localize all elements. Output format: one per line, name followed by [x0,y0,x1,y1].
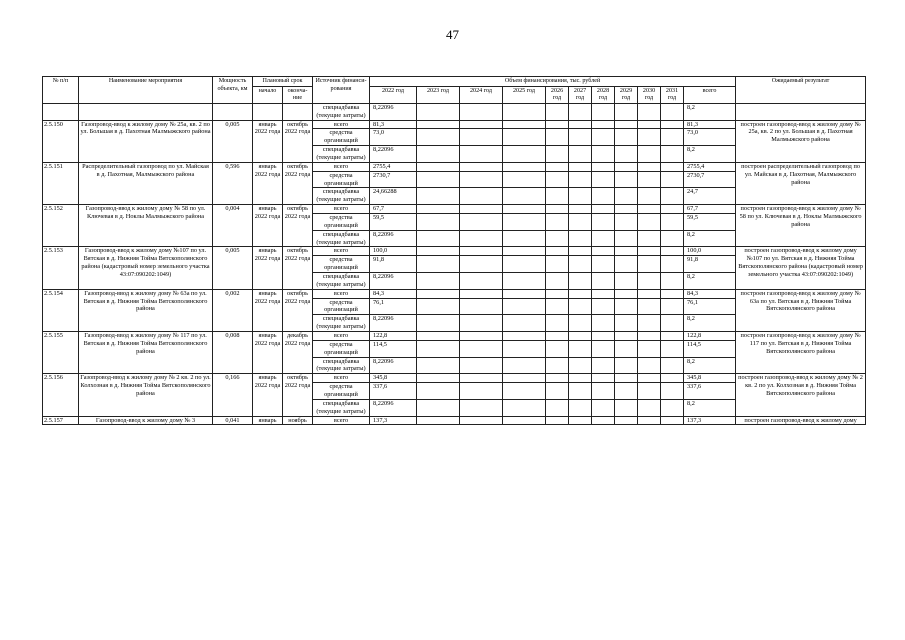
financing-table [42,76,866,425]
entry-start: январь 2022 года [253,332,283,374]
value-total: 122,8 [684,332,736,341]
entry-result: построен газопровод-ввод к жилому дому № 25а, кв. 2 по ул. Большая в д. Пахотная Малмыжского района [736,120,866,162]
source-total: всего [313,416,370,425]
entry-num: 2.5.151 [43,162,79,204]
header-volume: Объем финансирования, тыс. рублей [370,77,736,87]
header-year: 2030 год [638,86,661,103]
value-2022: 8,22096 [370,315,417,332]
source-org: средства организаций [313,214,370,231]
value-total: 100,0 [684,247,736,256]
entry-name: Распределительный газопровод по ул. Майская в д. Пахотная, Малмыжского района [79,162,213,204]
entry-end: октябрь 2022 года [283,289,313,331]
value-2022: 8,22096 [370,230,417,247]
source-org: средства организаций [313,383,370,400]
value-2022: 59,5 [370,214,417,231]
header-year: 2031 год [661,86,684,103]
entry-capacity: 0,166 [213,374,253,416]
entry-row-total [43,332,866,341]
header-capacity: Мощность объекта, км [213,77,253,104]
value-2022: 76,1 [370,298,417,315]
value-2022: 2755,4 [370,162,417,171]
value-total: 91,8 [684,256,736,273]
entry-start: январь 2022 года [253,247,283,289]
entry-capacity: 0,008 [213,332,253,374]
value-total: 8,2 [684,357,736,374]
value-2022: 8,22096 [370,146,417,163]
value-2022: 84,3 [370,289,417,298]
entry-name: Газопровод-ввод к жилому дому № 2 кв. 2 по ул. Колхозная в д. Нижняя Тойма Вятскополянского района [79,374,213,416]
entry-capacity: 0,596 [213,162,253,204]
entry-name: Газопровод-ввод к жилому дому № 3 [79,416,213,425]
header-term-end: оконча-ние [283,86,313,103]
entry-end: декабрь 2022 года [283,332,313,374]
entry-name: Газопровод-ввод к жилому дому № 25а, кв. 2 по ул. Большая в д. Пахотная Малмыжского района [79,120,213,162]
page-number: 47 [446,27,459,42]
source-org: средства организаций [313,256,370,273]
source-special: спецнадбавка (текущие затраты) [313,399,370,416]
entry-name: Газопровод-ввод к жилому дому №107 по ул. Вятская в д. Нижняя Тойма Вятскополянского района (кадастровый номер земельного участка 43:07:090202:1049) [79,247,213,289]
value-2022: 345,8 [370,374,417,383]
value-total: 73,0 [684,129,736,146]
value-2022: 73,0 [370,129,417,146]
header-row-1 [43,77,866,87]
value-2022: 81,3 [370,120,417,129]
value-2022: 137,3 [370,416,417,425]
entry-capacity: 0,002 [213,289,253,331]
entry-row-total [43,289,866,298]
value-total: 76,1 [684,298,736,315]
entry-start: январь 2022 года [253,205,283,247]
source-special: спецнадбавка (текущие затраты) [313,357,370,374]
header-year: 2023 год [417,86,460,103]
entry-row-total [43,120,866,129]
value-total: 137,3 [684,416,736,425]
entry-result: построен газопровод-ввод к жилому дому № 63а по ул. Вятская в д. Нижняя Тойма Вятскополянского района [736,289,866,331]
source-special: спецнадбавка (текущие затраты) [313,315,370,332]
entry-num: 2.5.150 [43,120,79,162]
value-total: 8,2 [684,315,736,332]
value-total: 8,2 [684,273,736,290]
value-total: 8,2 [684,399,736,416]
value-2022: 114,5 [370,340,417,357]
value-total: 114,5 [684,340,736,357]
entry-row-total [43,162,866,171]
entry-end: октябрь 2022 года [283,247,313,289]
entry-num: 2.5.154 [43,289,79,331]
value-total: 67,7 [684,205,736,214]
value-2022: 100,0 [370,247,417,256]
header-year: 2025 год [503,86,546,103]
header-year: 2027 год [569,86,592,103]
header-year: 2028 год [592,86,615,103]
source-total: всего [313,162,370,171]
source-total: всего [313,120,370,129]
value-2022: 2730,7 [370,171,417,188]
entry-start: январь 2022 года [253,120,283,162]
entry-end: октябрь 2022 года [283,374,313,416]
entry-capacity: 0,005 [213,120,253,162]
header-total: всего [684,86,736,103]
value-total: 345,8 [684,374,736,383]
header-term-start: начало [253,86,283,103]
entry-capacity: 0,004 [213,205,253,247]
value-2022: 8,22096 [370,399,417,416]
value-total: 8,2 [684,230,736,247]
source-org: средства организаций [313,129,370,146]
value-total: 24,7 [684,188,736,205]
value-total: 84,3 [684,289,736,298]
entry-result: построен газопровод-ввод к жилому дому № 117 по ул. Вятская в д. Нижняя Тойма Вятскополянского района [736,332,866,374]
entry-num: 2.5.156 [43,374,79,416]
entry-result: построен газопровод-ввод к жилому дому № 2 кв. 2 по ул. Колхозная в д. Нижняя Тойма Вятскополянского района [736,374,866,416]
source-special: спецнадбавка (текущие затраты) [313,188,370,205]
source-special: спецнадбавка (текущие затраты) [313,146,370,163]
value-total: 59,5 [684,214,736,231]
entry-start: январь 2022 года [253,289,283,331]
entry-num: 2.5.152 [43,205,79,247]
value-2022: 91,8 [370,256,417,273]
value-2022: 8,22096 [370,103,417,120]
entry-name: Газопровод-ввод к жилому дому № 63а по ул. Вятская в д. Нижняя Тойма Вятскополянского района [79,289,213,331]
header-term: Плановый срок [253,77,313,87]
source-total: всего [313,289,370,298]
value-2022: 8,22096 [370,357,417,374]
header-year: 2026 год [546,86,569,103]
entry-end: октябрь 2022 года [283,162,313,204]
value-2022: 337,6 [370,383,417,400]
entry-start: январь [253,416,283,425]
source-total: всего [313,374,370,383]
entry-capacity: 0,005 [213,247,253,289]
source-org: средства организаций [313,340,370,357]
entry-start: январь 2022 года [253,162,283,204]
header-year: 2029 год [615,86,638,103]
value-total: 2730,7 [684,171,736,188]
entry-result: построен газопровод-ввод к жилому дому №107 по ул. Вятская в д. Нижняя Тойма Вятскополянского района (кадастровый номер земельного участка 43:07:090202:1049) [736,247,866,289]
source-total: всего [313,247,370,256]
value-2022: 67,7 [370,205,417,214]
entry-result: построен газопровод-ввод к жилому дому [736,416,866,425]
entry-result: построен распределительный газопровод по ул. Майская в д. Пахотная, Малмыжского района [736,162,866,204]
header-year: 2022 год [370,86,417,103]
value-total: 8,2 [684,103,736,120]
entry-start: январь 2022 года [253,374,283,416]
entry-name: Газопровод-ввод к жилому дому № 58 по ул. Ключевая в д. Ноклы Малмыжского района [79,205,213,247]
entry-row-total [43,247,866,256]
header-year: 2024 год [460,86,503,103]
header-source: Источник финанси-рования [313,77,370,104]
entry-capacity: 0,041 [213,416,253,425]
value-2022: 8,22096 [370,273,417,290]
entry-num: 2.5.157 [43,416,79,425]
entry-name: Газопровод-ввод к жилому дому № 117 по ул. Вятская в д. Нижняя Тойма Вятскополянского района [79,332,213,374]
header-name: Наименование мероприятия [79,77,213,104]
value-total: 337,6 [684,383,736,400]
carry-row [43,103,866,120]
entry-end: октябрь 2022 года [283,120,313,162]
source-special: спецнадбавка (текущие затраты) [313,273,370,290]
source-org: средства организаций [313,171,370,188]
entry-end: октябрь 2022 года [283,205,313,247]
header-result: Ожидаемый результат [736,77,866,104]
entry-row-total [43,205,866,214]
entry-end: ноябрь [283,416,313,425]
value-total: 81,3 [684,120,736,129]
entry-row-total [43,416,866,425]
header-num: № п/п [43,77,79,104]
value-2022: 122,8 [370,332,417,341]
value-total: 8,2 [684,146,736,163]
entry-num: 2.5.155 [43,332,79,374]
source-special: спецнадбавка (текущие затраты) [313,230,370,247]
entry-result: построен газопровод-ввод к жилому дому № 58 по ул. Ключевая в д. Ноклы Малмыжского района [736,205,866,247]
source-total: всего [313,205,370,214]
source-special: спецнадбавка (текущие затраты) [313,103,370,120]
source-total: всего [313,332,370,341]
value-total: 2755,4 [684,162,736,171]
entry-row-total [43,374,866,383]
source-org: средства организаций [313,298,370,315]
entry-num: 2.5.153 [43,247,79,289]
value-2022: 24,66288 [370,188,417,205]
